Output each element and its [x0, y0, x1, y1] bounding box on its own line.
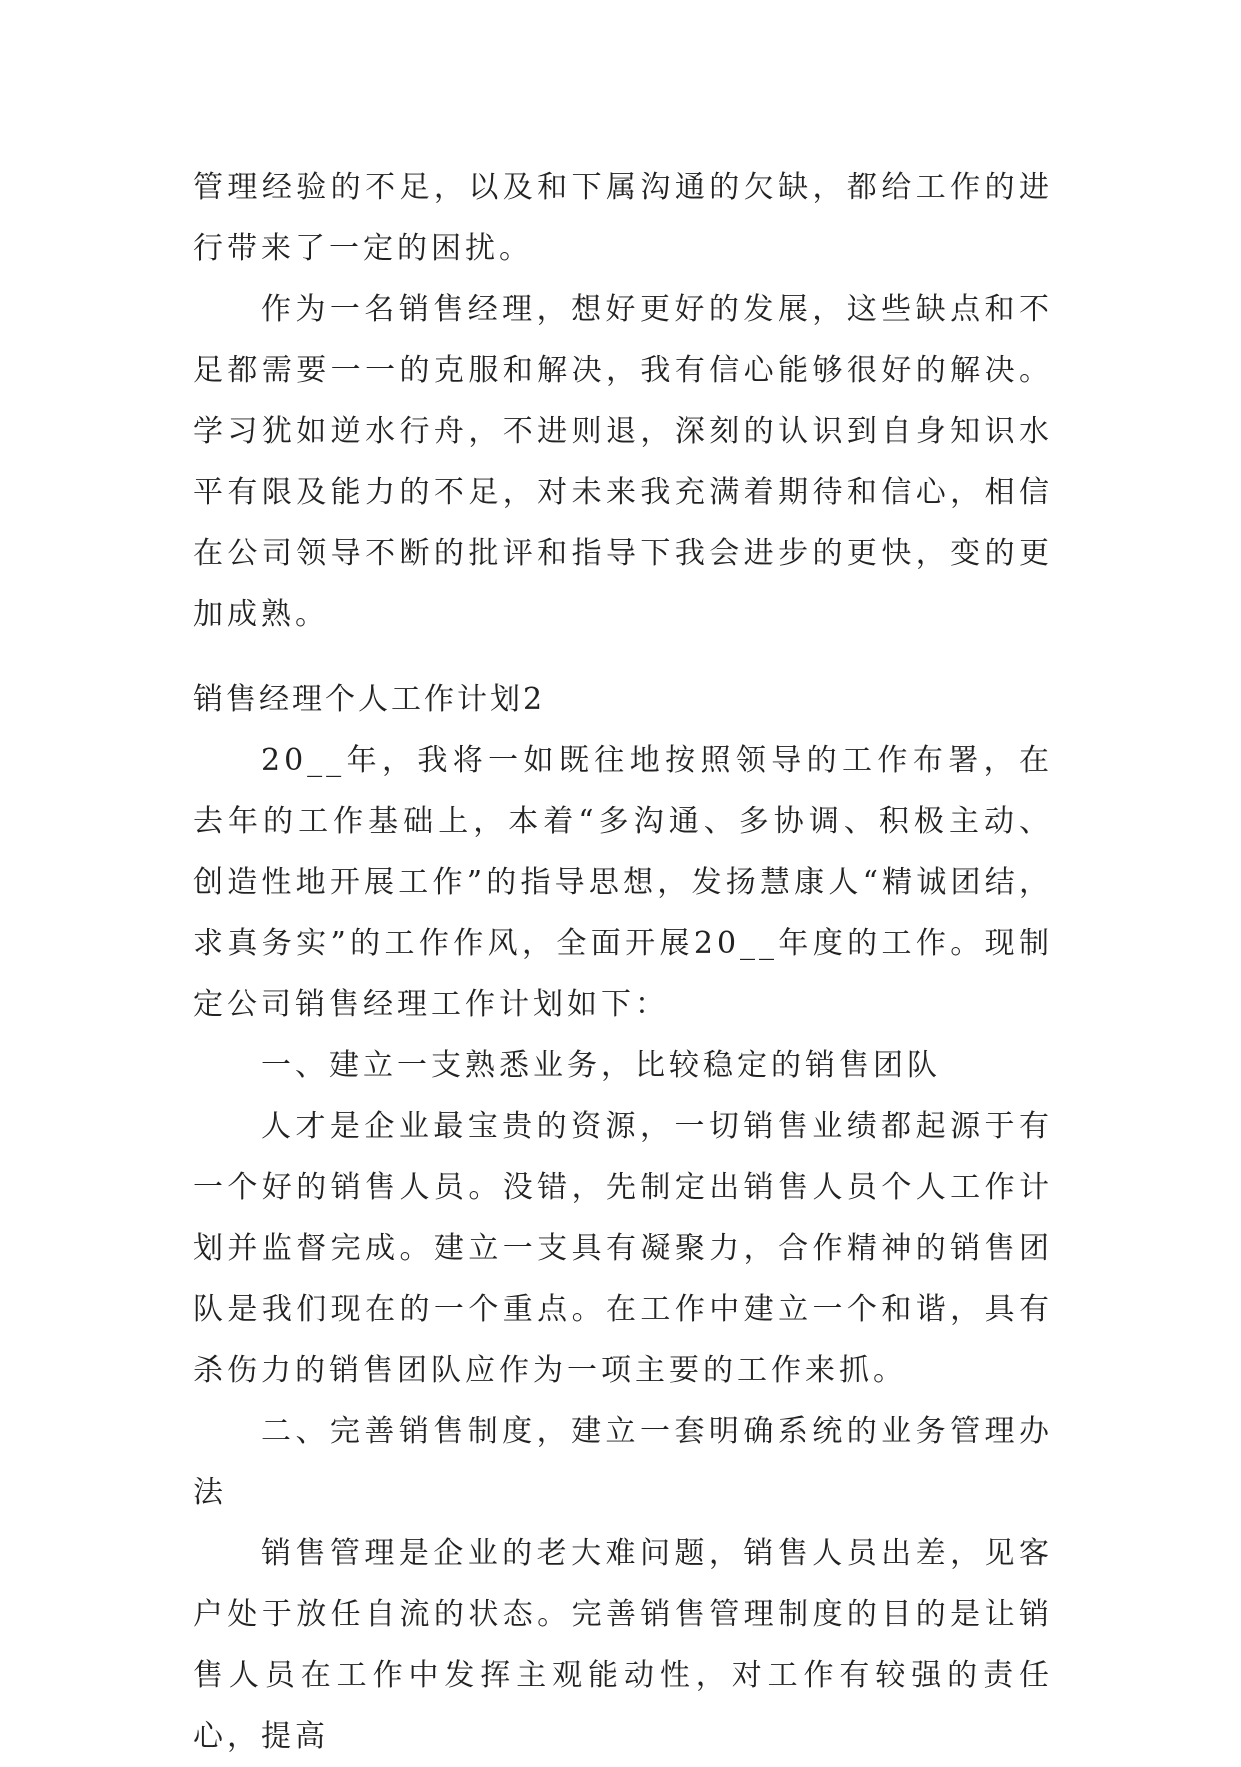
paragraph-system: 销售管理是企业的老大难问题，销售人员出差，见客户处于放任自流的状态。完善销售管理制度的目的是让销售人员在工作中发挥主观能动性，对工作有较强的责任心，提高 [193, 1536, 1053, 1754]
paragraph-self-reflection: 作为一名销售经理，想好更好的发展，这些缺点和不足都需要一一的克服和解决，我有信心能够很好的解决。学习犹如逆水行舟，不进则退，深刻的认识到自身知识水平有限及能力的不足，对未来我充满着期待和信心，相信在公司领导不断的批评和指导下我会进步的更快，变的更加成熟。 [193, 292, 1053, 632]
document-body [193, 157, 1053, 1767]
paragraph-team: 人才是企业最宝贵的资源，一切销售业绩都起源于有一个好的销售人员。没错，先制定出销售人员个人工作计划并监督完成。建立一支具有凝聚力，合作精神的销售团队是我们现在的一个重点。在工作中建立一个和谐，具有杀伤力的销售团队应作为一项主要的工作来抓。 [193, 1109, 1053, 1388]
paragraph-plan-intro: 20__年，我将一如既往地按照领导的工作布署，在去年的工作基础上，本着“多沟通、多协调、积极主动、创造性地开展工作”的指导思想，发扬慧康人“精诚团结，求真务实”的工作作风，全面开展20__年度的工作。现制定公司销售经理工作计划如下： [193, 743, 1053, 1022]
subheading-team: 一、建立一支熟悉业务，比较稳定的销售团队 [261, 1048, 941, 1083]
section-title: 销售经理个人工作计划2 [193, 682, 546, 717]
paragraph-continuation: 管理经验的不足，以及和下属沟通的欠缺，都给工作的进行带来了一定的困扰。 [193, 170, 1053, 266]
subheading-system: 二、完善销售制度，建立一套明确系统的业务管理办法 [193, 1414, 1053, 1510]
